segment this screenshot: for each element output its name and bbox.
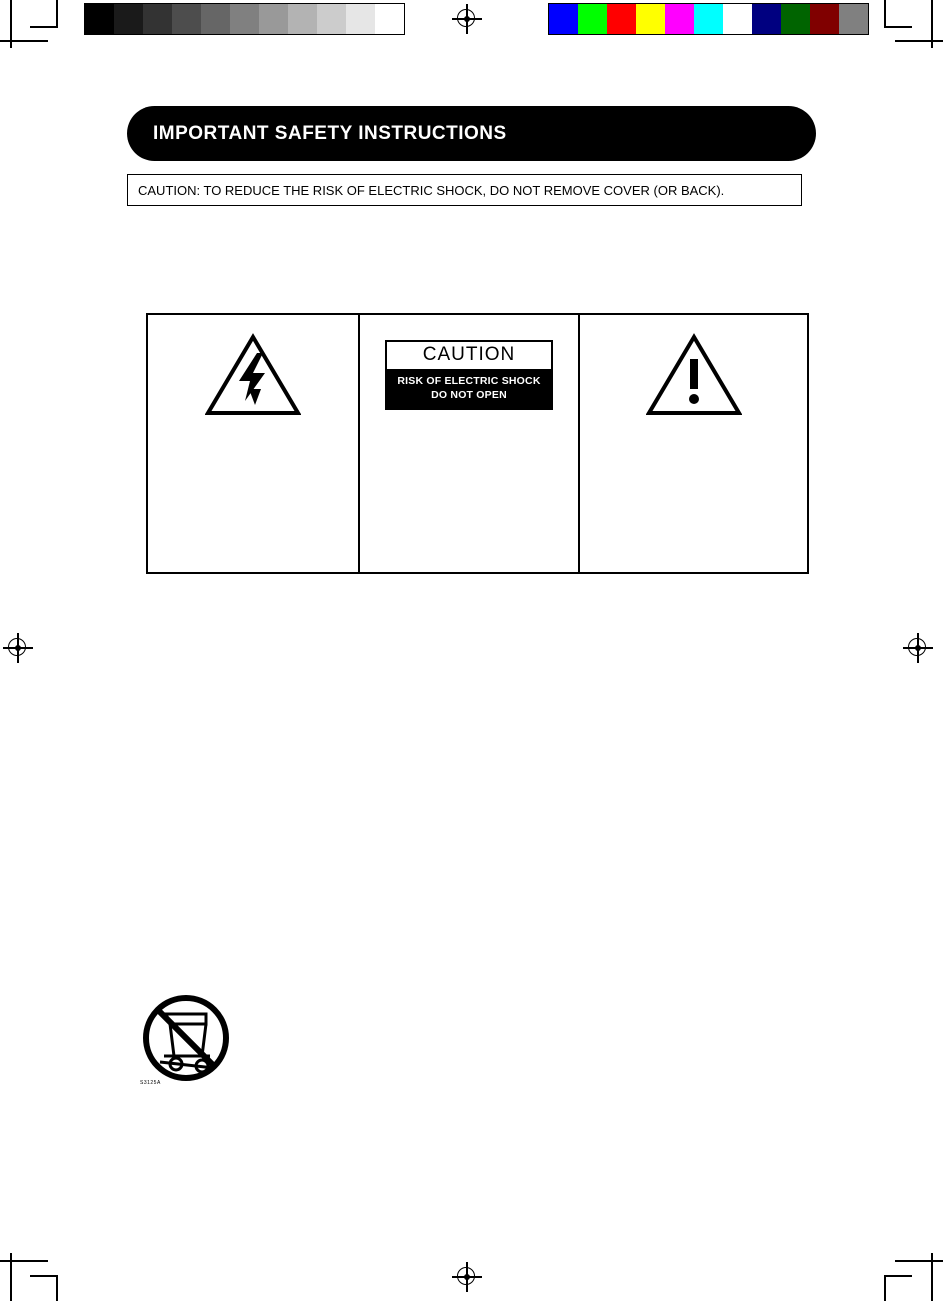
subtitle-text: CAUTION: TO REDUCE THE RISK OF ELECTRIC SHOCK, DO NOT REMOVE COVER (OR BACK). <box>138 182 725 198</box>
grayscale-swatch-8 <box>317 4 346 34</box>
grayscale-swatch-2 <box>143 4 172 34</box>
caution-panel <box>146 313 809 574</box>
page-title: IMPORTANT SAFETY INSTRUCTIONS <box>153 122 507 144</box>
crop-mark-top-right-inner-vertical <box>884 0 886 26</box>
caution-sign-body <box>387 371 551 407</box>
grayscale-swatch-9 <box>346 4 375 34</box>
registration-target-bottom-center <box>452 1262 482 1292</box>
color-swatch-2 <box>607 4 636 34</box>
grayscale-swatch-7 <box>288 4 317 34</box>
caution-cell-left <box>148 315 360 572</box>
lightning-bolt-triangle-icon <box>160 325 346 425</box>
registration-dot <box>915 645 921 651</box>
grayscale-swatch-5 <box>230 4 259 34</box>
exclamation-triangle-icon <box>592 325 795 425</box>
caution-sign-line-1: RISK OF ELECTRIC SHOCK <box>397 375 541 388</box>
color-swatch-1 <box>578 4 607 34</box>
caution-sign-heading: CAUTION <box>387 342 551 371</box>
color-calibration-bar <box>548 3 869 35</box>
caution-sign <box>385 340 553 409</box>
registration-target-right-middle <box>903 633 933 663</box>
crop-mark-top-right-inner-horizontal <box>884 26 912 28</box>
page-title-bar <box>127 106 816 161</box>
grayscale-swatch-4 <box>201 4 230 34</box>
grayscale-calibration-bar <box>84 3 405 35</box>
registration-dot <box>464 16 470 22</box>
caution-sign-line-2: DO NOT OPEN <box>431 389 507 401</box>
color-swatch-7 <box>752 4 781 34</box>
grayscale-swatch-10 <box>375 4 404 34</box>
subtitle-box <box>127 174 802 206</box>
crop-mark-top-left-inner-horizontal <box>30 26 58 28</box>
crop-mark-bottom-left-horizontal <box>0 1260 48 1262</box>
caution-sign-graphic <box>372 325 566 425</box>
color-swatch-6 <box>723 4 752 34</box>
caution-cell-right <box>580 315 807 572</box>
crop-mark-bottom-right-inner-horizontal <box>884 1275 912 1277</box>
registration-dot <box>15 645 21 651</box>
crop-mark-top-right-horizontal <box>895 40 943 42</box>
grayscale-swatch-0 <box>85 4 114 34</box>
grayscale-swatch-6 <box>259 4 288 34</box>
crop-mark-bottom-left-inner-horizontal <box>30 1275 58 1277</box>
crop-mark-bottom-right-horizontal <box>895 1260 943 1262</box>
grayscale-swatch-3 <box>172 4 201 34</box>
registration-dot <box>464 1274 470 1280</box>
color-swatch-3 <box>636 4 665 34</box>
color-swatch-5 <box>694 4 723 34</box>
portable-cart-warning-icon <box>140 994 232 1086</box>
color-swatch-4 <box>665 4 694 34</box>
registration-target-left-middle <box>3 633 33 663</box>
color-swatch-10 <box>839 4 868 34</box>
cart-figure-caption: S3125A <box>140 1080 161 1086</box>
color-swatch-8 <box>781 4 810 34</box>
grayscale-swatch-1 <box>114 4 143 34</box>
color-swatch-9 <box>810 4 839 34</box>
caution-cell-middle <box>360 315 580 572</box>
color-swatch-0 <box>549 4 578 34</box>
crop-mark-bottom-right-inner-vertical <box>884 1275 886 1301</box>
crop-mark-top-left-inner-vertical <box>56 0 58 26</box>
crop-mark-bottom-left-inner-vertical <box>56 1275 58 1301</box>
registration-target-top-center <box>452 4 482 34</box>
crop-mark-top-left-horizontal <box>0 40 48 42</box>
